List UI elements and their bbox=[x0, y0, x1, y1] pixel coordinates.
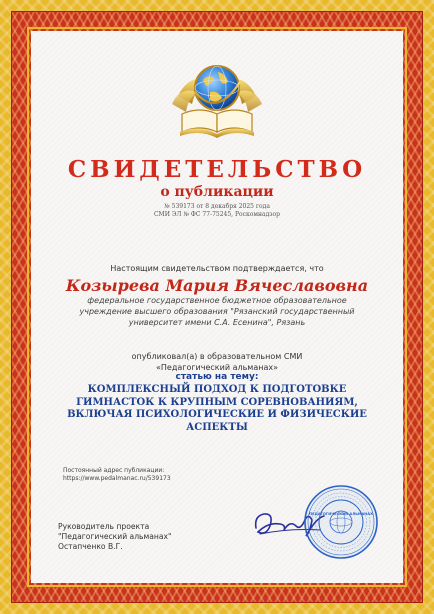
article-topic: КОМПЛЕКСНЫЙ ПОДХОД К ПОДГОТОВКЕ ГИМНАСТОК К КРУПНЫМ СОРЕВНОВАНИЯМ, ВКЛЮЧАЯ ПСИХОЛОГИЧЕСКИЕ И ФИЗИЧЕСКИЕ АСПЕКТЫ bbox=[67, 384, 367, 433]
project-head bbox=[58, 522, 172, 552]
certificate-subtitle: о публикации bbox=[160, 184, 274, 200]
journal-name: «Педагогический альманах» bbox=[155, 363, 278, 372]
publication-info bbox=[0, 351, 434, 373]
official-stamp-icon bbox=[303, 484, 379, 560]
stamp-center-text: ПЕДАГОГИЧЕСКИЙ АЛЬМАНАХ bbox=[309, 512, 373, 516]
certificate-number: № 539173 от 8 декабря 2025 года bbox=[164, 203, 270, 210]
globe-book-emblem-icon bbox=[170, 52, 264, 140]
address-label: Постоянный адрес публикации: bbox=[63, 467, 165, 474]
head-title: Руководитель проекта bbox=[58, 522, 150, 531]
publication-address bbox=[63, 467, 171, 483]
recipient-organization: федеральное государственное бюджетное образовательное учреждение высшего образования "Рязанский государственный университет имени С.А. Есенина", Рязань bbox=[79, 296, 355, 327]
head-name: Остапченко В.Г. bbox=[58, 542, 123, 551]
published-line: опубликовал(а) в образовательном СМИ bbox=[131, 352, 303, 361]
smi-registration: СМИ ЭЛ № ФС 77-75245, Роскомнадзор bbox=[153, 211, 281, 218]
registration-info bbox=[0, 203, 434, 219]
certificate-title: СВИДЕТЕЛЬСТВО bbox=[67, 156, 367, 183]
address-url: https://www.pedalmanac.ru/539173 bbox=[63, 475, 171, 482]
confirmation-text: Настоящим свидетельством подтверждается, что bbox=[110, 264, 324, 273]
recipient-name: Козырева Мария Вячеславовна bbox=[65, 276, 369, 295]
head-project: "Педагогический альманах" bbox=[58, 532, 172, 541]
theme-label: статью на тему: bbox=[175, 372, 259, 382]
